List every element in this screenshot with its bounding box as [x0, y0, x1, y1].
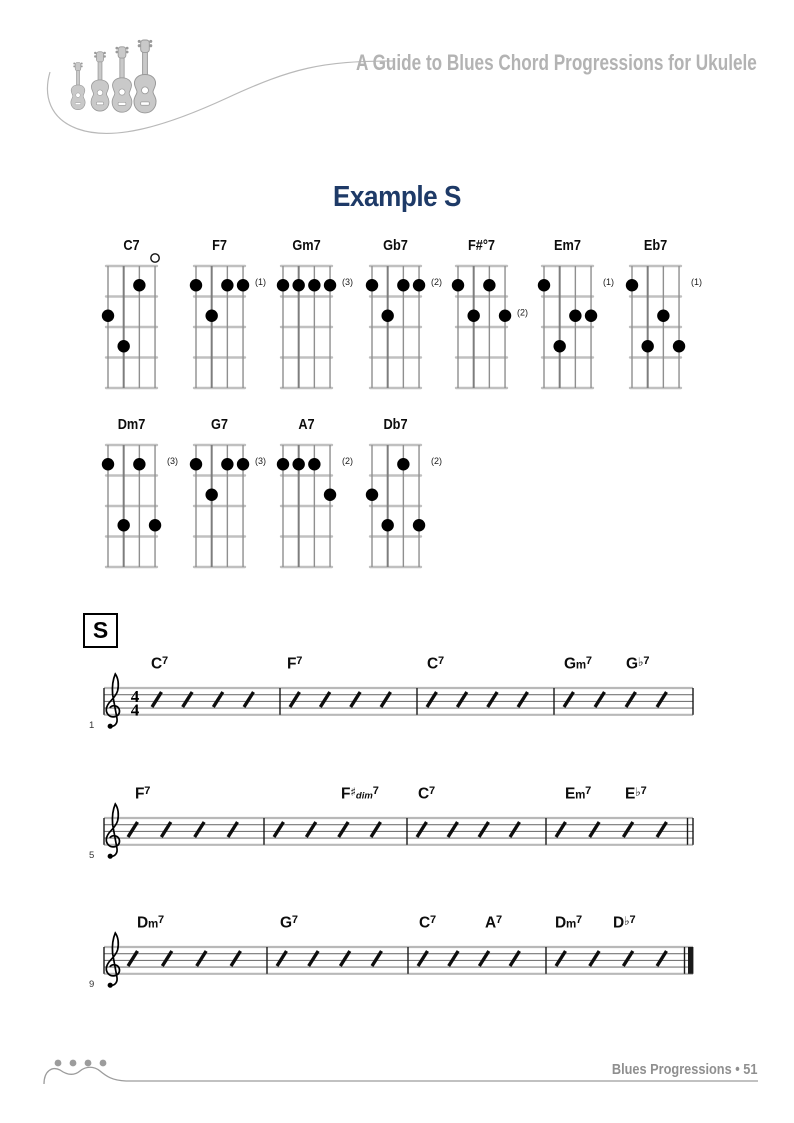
finger-dot [117, 340, 129, 352]
finger-dot [221, 279, 233, 291]
finger-dot [292, 458, 304, 470]
footer-page-label: Blues Progressions • 51 [611, 1062, 757, 1078]
chord-symbol: D♭$^7$ [613, 914, 636, 932]
finger-dot [381, 310, 393, 322]
chord-diagram [182, 409, 278, 577]
finger-dot [626, 279, 638, 291]
chord-diagram-name: F7 [212, 235, 227, 254]
finger-dot [117, 519, 129, 531]
finger-dot [190, 279, 202, 291]
ukulele-icon [71, 63, 85, 110]
chord-symbol: $G^7$ [280, 914, 298, 932]
final-barline [688, 947, 693, 974]
chord-symbol: Dm$^7$ [137, 914, 164, 932]
fret-position-label: (2) [431, 455, 442, 466]
finger-dot [641, 340, 653, 352]
page-title: Example S [333, 181, 461, 213]
finger-dot [483, 279, 495, 291]
chord-symbol: $C^7$ [151, 655, 168, 673]
finger-dot [452, 279, 464, 291]
finger-dot [381, 519, 393, 531]
chord-diagram-name: Gb7 [383, 235, 408, 254]
measure-number: 5 [89, 850, 95, 861]
finger-dot [366, 279, 378, 291]
finger-dot [499, 310, 511, 322]
finger-dot [205, 310, 217, 322]
fret-position-label: (1) [603, 276, 614, 287]
finger-dot [149, 519, 161, 531]
chord-symbol: $C^7$ [418, 785, 435, 803]
chord-diagram [182, 230, 278, 398]
chord-diagram-name: F#°7 [467, 235, 496, 254]
time-signature-bottom: 4 [130, 700, 140, 720]
fret-position-label: (3) [342, 276, 353, 287]
chord-symbol: $A^7$ [485, 914, 502, 932]
chord-symbol: Em$^7$ [565, 785, 592, 803]
chord-diagram-name: Gm7 [292, 235, 321, 254]
finger-dot [553, 340, 565, 352]
chord-diagram [618, 230, 714, 398]
finger-dot [190, 458, 202, 470]
measure-number: 1 [89, 720, 95, 731]
time-signature-top: 4 [130, 686, 140, 706]
chord-diagram-name: Eb7 [643, 235, 668, 254]
finger-dot [397, 458, 409, 470]
fret-position-label: (1) [691, 276, 702, 287]
chord-diagram [444, 230, 540, 398]
open-string-marker [151, 254, 159, 262]
chord-diagram-name: C7 [123, 235, 140, 254]
fret-position-label: (2) [517, 307, 528, 318]
ukulele-icon [112, 47, 132, 112]
finger-dot [237, 458, 249, 470]
finger-dot [133, 279, 145, 291]
finger-dot [292, 279, 304, 291]
chord-symbol: $F^7$ [135, 785, 151, 803]
staff [0, 927, 794, 999]
finger-dot [308, 279, 320, 291]
ukulele-icon [134, 40, 156, 113]
finger-dot [237, 279, 249, 291]
chord-diagram [94, 409, 190, 577]
chord-diagram-name: Db7 [383, 414, 408, 433]
fret-position-label: (2) [342, 455, 353, 466]
finger-dot [102, 458, 114, 470]
chord-diagram [94, 230, 190, 398]
rehearsal-mark-label: S [92, 617, 109, 643]
finger-dot [569, 310, 581, 322]
chord-diagram [530, 230, 626, 398]
finger-dot [397, 279, 409, 291]
finger-dot [413, 519, 425, 531]
finger-dot [585, 310, 597, 322]
staff [0, 798, 794, 870]
chord-diagram [269, 230, 365, 398]
footer-dots-icon [55, 1060, 107, 1067]
staff [0, 668, 794, 740]
chord-symbol: $F^7$ [287, 655, 303, 673]
fret-position-label: (3) [255, 455, 266, 466]
chord-diagram-name: A7 [298, 414, 315, 433]
chord-symbol: $C^7$ [419, 914, 436, 932]
header-title: A Guide to Blues Chord Progressions for Ukulele [356, 50, 757, 75]
finger-dot [102, 310, 114, 322]
finger-dot [657, 310, 669, 322]
fret-position-label: (2) [431, 276, 442, 287]
chord-diagram [358, 409, 454, 577]
finger-dot [413, 279, 425, 291]
finger-dot [221, 458, 233, 470]
finger-dot [366, 489, 378, 501]
chord-symbol: G♭$^7$ [626, 655, 650, 673]
chord-diagram-name: Dm7 [117, 414, 146, 433]
fret-position-label: (1) [255, 276, 266, 287]
finger-dot [324, 279, 336, 291]
chord-diagram-name: Em7 [554, 235, 581, 254]
chord-symbol: F♯dim$^7$ [341, 785, 379, 803]
fret-position-label: (3) [167, 455, 178, 466]
chord-symbol: Dm$^7$ [555, 914, 582, 932]
chord-symbol: E♭$^7$ [625, 785, 647, 803]
chord-diagram [269, 409, 365, 577]
finger-dot [277, 458, 289, 470]
rehearsal-mark-box [83, 613, 118, 648]
chord-symbol: $C^7$ [427, 655, 444, 673]
chord-diagram-name: G7 [210, 414, 229, 433]
finger-dot [324, 489, 336, 501]
ukulele-icon [91, 52, 109, 111]
finger-dot [308, 458, 320, 470]
finger-dot [467, 310, 479, 322]
finger-dot [205, 489, 217, 501]
measure-number: 9 [89, 979, 95, 990]
chord-symbol: Gm$^7$ [564, 655, 592, 673]
finger-dot [538, 279, 550, 291]
chord-diagram [358, 230, 454, 398]
finger-dot [277, 279, 289, 291]
finger-dot [133, 458, 145, 470]
finger-dot [673, 340, 685, 352]
